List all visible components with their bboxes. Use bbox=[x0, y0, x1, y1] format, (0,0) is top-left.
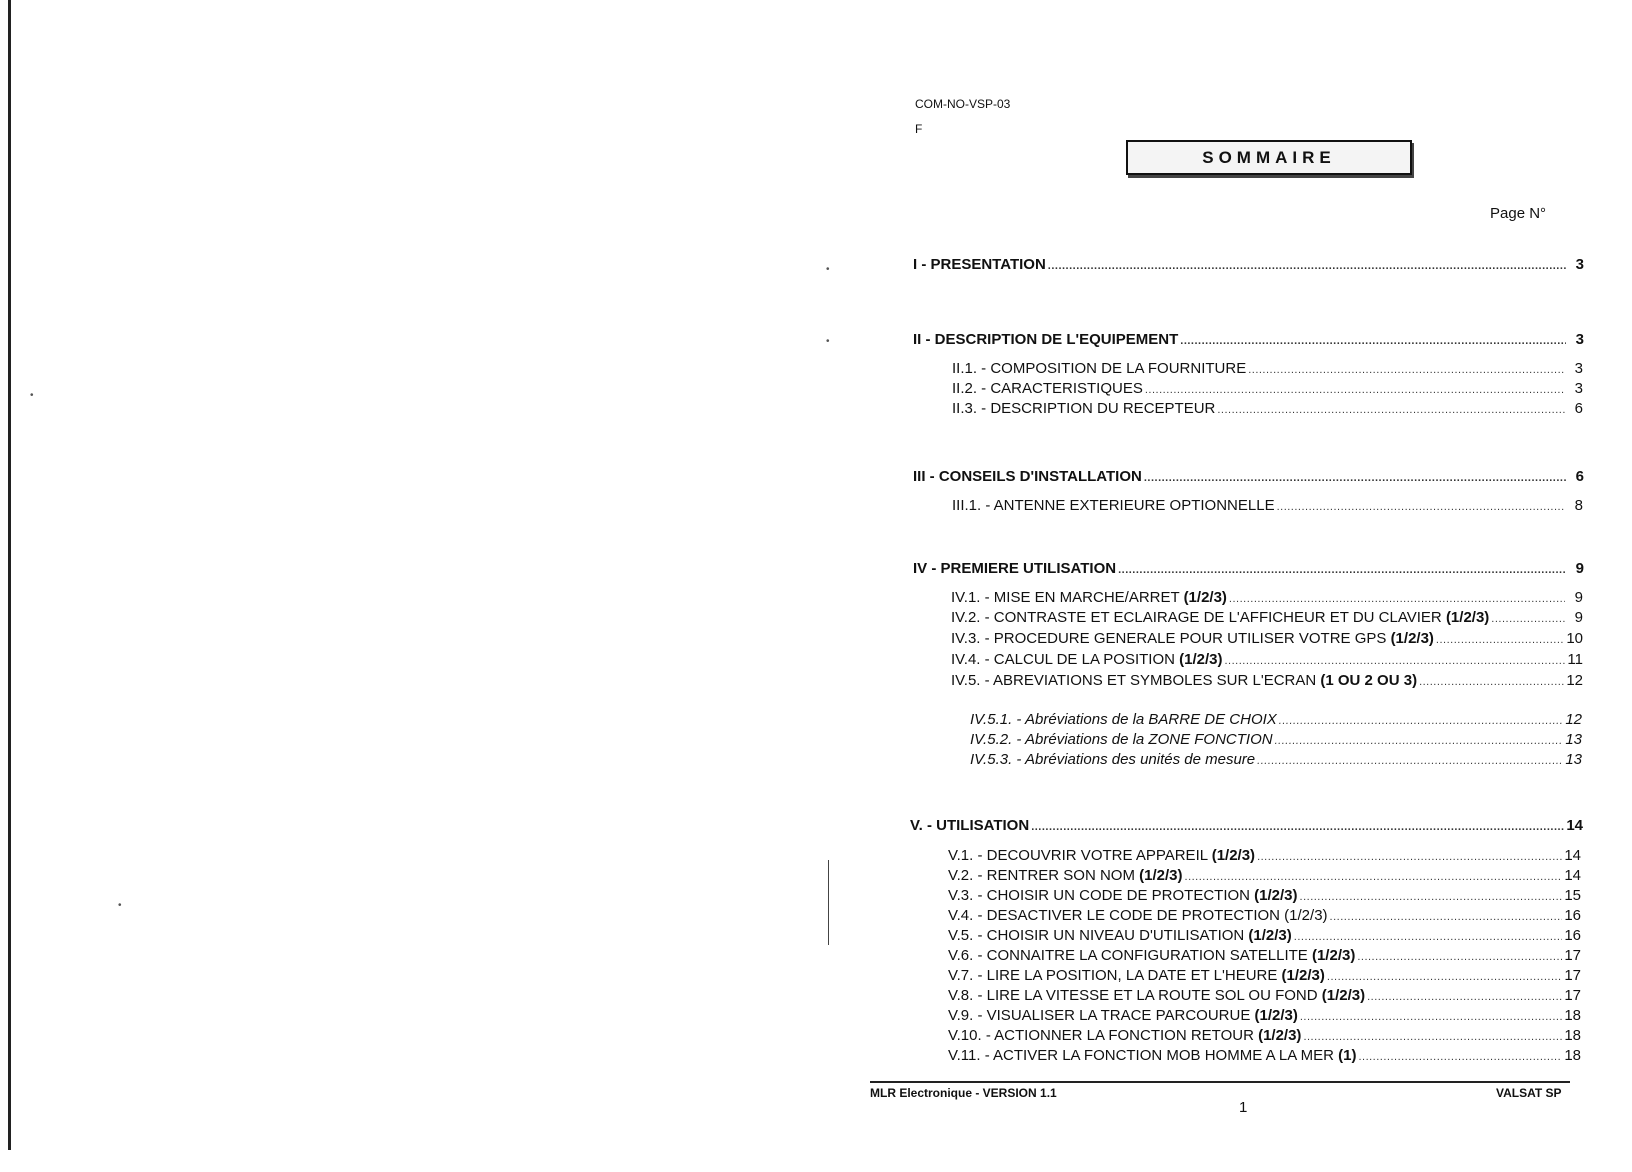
toc-page: 3 bbox=[1575, 256, 1584, 273]
toc-page: 12 bbox=[1566, 672, 1583, 689]
page-number-header: Page N° bbox=[1490, 205, 1547, 222]
toc-item[interactable] bbox=[948, 907, 1581, 926]
dot-leader bbox=[1229, 590, 1565, 608]
dot-leader bbox=[1185, 868, 1563, 886]
toc-page: 14 bbox=[1564, 847, 1581, 864]
toc-label: V.5. - CHOISIR UN NIVEAU D'UTILISATION bbox=[948, 927, 1245, 944]
toc-label: V.10. - ACTIONNER LA FONCTION RETOUR bbox=[948, 1027, 1254, 1044]
toc-item[interactable] bbox=[951, 630, 1583, 649]
dot-leader bbox=[1303, 1028, 1562, 1046]
dot-leader bbox=[1248, 361, 1565, 379]
toc-label: IV.4. - CALCUL DE LA POSITION bbox=[951, 651, 1175, 668]
toc-page: 9 bbox=[1574, 589, 1583, 606]
toc-label: IV.5.1. - Abréviations de la BARRE DE CHOIX bbox=[970, 711, 1277, 728]
toc-section-installation[interactable] bbox=[913, 468, 1584, 487]
footer-left: MLR Electronique - VERSION 1.1 bbox=[870, 1086, 1057, 1100]
toc-page: 18 bbox=[1564, 1027, 1581, 1044]
toc-page: 11 bbox=[1567, 651, 1583, 668]
toc-level: (1/2/3) bbox=[1445, 609, 1490, 626]
toc-label: V.7. - LIRE LA POSITION, LA DATE ET L'HEURE bbox=[948, 967, 1278, 984]
toc-item[interactable] bbox=[951, 672, 1583, 691]
toc-label: V.9. - VISUALISER LA TRACE PARCOURUE bbox=[948, 1007, 1251, 1024]
dot-leader bbox=[1048, 257, 1566, 275]
toc-level: (1/2/3) bbox=[1183, 589, 1227, 606]
toc-page: 17 bbox=[1564, 987, 1581, 1004]
dot-leader bbox=[1300, 888, 1563, 906]
toc-page: 9 bbox=[1574, 609, 1583, 626]
dot-leader bbox=[1257, 752, 1563, 770]
toc-label: V.2. - RENTRER SON NOM bbox=[948, 867, 1135, 884]
scan-crease bbox=[828, 860, 829, 945]
toc-level: (1 OU 2 OU 3) bbox=[1320, 672, 1418, 689]
toc-label: IV.5.2. - Abréviations de la ZONE FONCTION bbox=[970, 731, 1273, 748]
language-code: F bbox=[915, 122, 923, 136]
dot-leader bbox=[1419, 673, 1564, 691]
dot-leader bbox=[1145, 381, 1565, 399]
dot-leader bbox=[1436, 631, 1564, 649]
toc-label: IV.1. - MISE EN MARCHE/ARRET bbox=[951, 589, 1180, 606]
scan-page-edge bbox=[8, 0, 11, 1150]
toc-label: V.11. - ACTIVER LA FONCTION MOB HOMME A LA MER bbox=[948, 1047, 1334, 1064]
dot-leader bbox=[1330, 908, 1563, 926]
toc-level: (1/2/3) bbox=[1248, 927, 1292, 944]
dot-leader bbox=[1491, 610, 1565, 628]
toc-label: II.1. - COMPOSITION DE LA FOURNITURE bbox=[952, 360, 1247, 377]
toc-page: 17 bbox=[1564, 947, 1581, 964]
toc-page: 17 bbox=[1564, 967, 1581, 984]
dot-leader bbox=[1300, 1008, 1562, 1026]
toc-page: 10 bbox=[1566, 630, 1583, 647]
toc-item[interactable] bbox=[952, 360, 1583, 379]
toc-label: IV.3. - PROCEDURE GENERALE POUR UTILISER VOTRE GPS bbox=[951, 630, 1387, 647]
toc-page: 16 bbox=[1564, 927, 1581, 944]
toc-label: II.3. - DESCRIPTION DU RECEPTEUR bbox=[952, 400, 1216, 417]
toc-item[interactable] bbox=[948, 847, 1581, 866]
toc-page: 6 bbox=[1575, 468, 1584, 485]
toc-label: IV.5.3. - Abréviations des unités de mesure bbox=[970, 751, 1256, 768]
toc-page: 14 bbox=[1564, 867, 1581, 884]
toc-label: V.1. - DECOUVRIR VOTRE APPAREIL bbox=[948, 847, 1208, 864]
dot-leader bbox=[1367, 988, 1562, 1006]
toc-subitem[interactable] bbox=[970, 751, 1582, 770]
toc-label: II - DESCRIPTION DE L'EQUIPEMENT bbox=[913, 331, 1179, 348]
toc-page: 13 bbox=[1565, 751, 1582, 768]
toc-level: (1/2/3) bbox=[1139, 867, 1183, 884]
toc-item[interactable] bbox=[948, 867, 1581, 886]
dot-leader bbox=[1144, 469, 1566, 487]
toc-item[interactable] bbox=[948, 887, 1581, 906]
toc-level: (1/2/3) bbox=[1281, 967, 1325, 984]
dot-leader bbox=[1225, 652, 1566, 670]
toc-page: 14 bbox=[1566, 817, 1583, 834]
toc-label: III.1. - ANTENNE EXTERIEURE OPTIONNELLE bbox=[952, 497, 1275, 514]
toc-page: 18 bbox=[1564, 1007, 1581, 1024]
footer-right: VALSAT SP bbox=[1496, 1086, 1562, 1100]
toc-item[interactable] bbox=[952, 497, 1583, 516]
toc-page: 3 bbox=[1575, 331, 1584, 348]
footer-divider bbox=[870, 1081, 1570, 1083]
toc-level: (1/2/3) bbox=[1254, 887, 1298, 904]
margin-mark: • bbox=[826, 264, 830, 275]
document-reference: COM-NO-VSP-03 bbox=[915, 97, 1011, 111]
toc-label: V. - UTILISATION bbox=[910, 817, 1030, 834]
toc-level: (1/2/3) bbox=[1311, 947, 1356, 964]
toc-item[interactable] bbox=[948, 1027, 1581, 1046]
toc-label: IV.2. - CONTRASTE ET ECLAIRAGE DE L'AFFICHEUR ET DU CLAVIER bbox=[951, 609, 1442, 626]
toc-item[interactable] bbox=[948, 927, 1581, 946]
toc-level: (1/2/3) bbox=[1390, 630, 1434, 647]
toc-label: II.2. - CARACTERISTIQUES bbox=[952, 380, 1143, 397]
dot-leader bbox=[1294, 928, 1563, 946]
page-number: 1 bbox=[1239, 1099, 1248, 1116]
toc-level: (1/2/3) bbox=[1211, 847, 1256, 864]
toc-label: IV.5. - ABREVIATIONS ET SYMBOLES SUR L'ECRAN bbox=[951, 672, 1317, 689]
toc-page: 18 bbox=[1564, 1047, 1581, 1064]
toc-section-description[interactable] bbox=[913, 331, 1584, 350]
toc-page: 3 bbox=[1574, 380, 1583, 397]
toc-item[interactable] bbox=[951, 609, 1583, 628]
dot-leader bbox=[1327, 968, 1562, 986]
toc-page: 16 bbox=[1564, 907, 1581, 924]
toc-page: 3 bbox=[1574, 360, 1583, 377]
toc-page: 15 bbox=[1564, 887, 1581, 904]
toc-item[interactable] bbox=[951, 589, 1583, 608]
toc-item[interactable] bbox=[948, 1007, 1581, 1026]
toc-page: 6 bbox=[1574, 400, 1583, 417]
toc-page: 9 bbox=[1575, 560, 1584, 577]
toc-label: IV - PREMIERE UTILISATION bbox=[913, 560, 1117, 577]
toc-item[interactable] bbox=[948, 947, 1581, 966]
toc-item[interactable] bbox=[952, 400, 1583, 419]
toc-label: III - CONSEILS D'INSTALLATION bbox=[913, 468, 1142, 485]
dot-leader bbox=[1217, 401, 1565, 419]
toc-label: V.3. - CHOISIR UN CODE DE PROTECTION bbox=[948, 887, 1250, 904]
dot-leader bbox=[1279, 712, 1564, 730]
toc-item[interactable] bbox=[948, 987, 1581, 1006]
toc-section-presentation[interactable] bbox=[913, 256, 1584, 275]
toc-item[interactable] bbox=[951, 651, 1583, 670]
toc-subitem[interactable] bbox=[970, 731, 1582, 750]
dot-leader bbox=[1358, 1048, 1562, 1066]
dot-leader bbox=[1180, 332, 1566, 350]
toc-subitem[interactable] bbox=[970, 711, 1582, 730]
toc-level: (1/2/3) bbox=[1321, 987, 1366, 1004]
toc-item[interactable] bbox=[948, 1047, 1581, 1066]
dot-leader bbox=[1357, 948, 1562, 966]
toc-level: (1/2/3) bbox=[1179, 651, 1223, 668]
dot-leader bbox=[1277, 498, 1565, 516]
dot-leader bbox=[1275, 732, 1564, 750]
toc-page: 12 bbox=[1565, 711, 1582, 728]
page-title: SOMMAIRE bbox=[1126, 140, 1412, 175]
margin-mark: • bbox=[118, 900, 122, 911]
dot-leader bbox=[1118, 561, 1566, 579]
toc-level: (1/2/3) bbox=[1258, 1027, 1302, 1044]
margin-mark: • bbox=[826, 336, 830, 347]
toc-section-utilisation[interactable] bbox=[910, 817, 1583, 836]
dot-leader bbox=[1031, 818, 1564, 836]
dot-leader bbox=[1257, 848, 1562, 866]
toc-item[interactable] bbox=[952, 380, 1583, 399]
toc-label: V.8. - LIRE LA VITESSE ET LA ROUTE SOL OU FOND bbox=[948, 987, 1318, 1004]
toc-label: V.6. - CONNAITRE LA CONFIGURATION SATELLITE bbox=[948, 947, 1308, 964]
toc-level: (1/2/3) bbox=[1254, 1007, 1298, 1024]
toc-label: I - PRESENTATION bbox=[913, 256, 1046, 273]
toc-item[interactable] bbox=[948, 967, 1581, 986]
margin-mark: • bbox=[30, 390, 34, 401]
toc-page: 8 bbox=[1574, 497, 1583, 514]
toc-level: (1) bbox=[1338, 1047, 1357, 1064]
toc-section-premiere-utilisation[interactable] bbox=[913, 560, 1584, 579]
toc-label: V.4. - DESACTIVER LE CODE DE PROTECTION (1/2/3) bbox=[948, 907, 1328, 924]
toc-page: 13 bbox=[1565, 731, 1582, 748]
